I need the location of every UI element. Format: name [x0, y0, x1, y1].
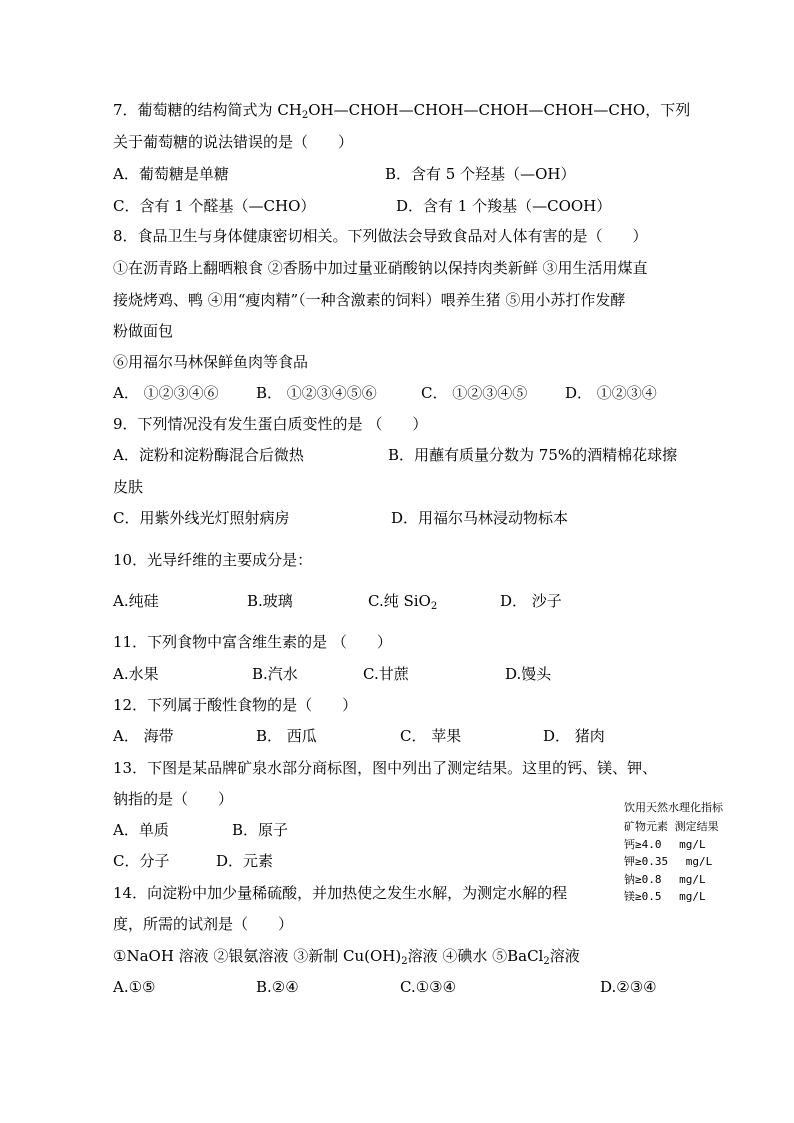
q14-option-d: D.②③④ — [600, 978, 657, 996]
q14-reagents-c: 溶液 — [549, 947, 580, 965]
label-row-potassium: 钾≥0.35 mg/L — [624, 855, 713, 868]
q7-stem — [113, 100, 690, 120]
q8-option-c: C． ①②③④⑤ — [421, 384, 528, 402]
q13-option-d: D．元素 — [216, 852, 274, 870]
q12-stem: 12．下列属于酸性食物的是（ ） — [113, 696, 358, 714]
q10-option-b: B.玻璃 — [247, 592, 293, 610]
q14-reagents-sub2: 2 — [543, 956, 550, 967]
q11-option-b: B.汽水 — [252, 665, 298, 683]
q9-option-a: A．淀粉和淀粉酶混合后微热 — [113, 446, 304, 464]
q13-option-a: A．单质 — [113, 821, 169, 839]
q14-reagents — [113, 946, 580, 966]
q14-stem2: 度，所需的试剂是（ ） — [113, 915, 294, 933]
q12-option-d: D． 猪肉 — [543, 727, 605, 745]
q8-line3: 粉做面包 — [113, 322, 174, 340]
q9-stem: 9．下列情况没有发生蛋白质变性的是 （ ） — [113, 415, 428, 433]
q7-option-c: C．含有 1 个醛基（—CHO） — [113, 197, 316, 215]
q11-option-d: D.馒头 — [505, 665, 552, 683]
q8-option-d: D． ①②③④ — [565, 384, 657, 402]
q7-option-a: A．葡萄糖是单糖 — [113, 165, 229, 183]
label-title: 饮用天然水理化指标 — [624, 801, 723, 814]
q7-stem-b: OH—CHOH—CHOH—CHOH—CHOH—CHO，下列 — [308, 101, 691, 119]
q11-stem: 11．下列食物中富含维生素的是 （ ） — [113, 633, 392, 651]
q10-option-c-text: C.纯 SiO — [368, 592, 431, 610]
q14-option-c: C.①③④ — [400, 978, 457, 996]
q14-reagents-a: ①NaOH 溶液 ②银氨溶液 ③新制 Cu(OH) — [113, 947, 402, 965]
q13-option-b: B．原子 — [232, 821, 289, 839]
q12-option-a: A． 海带 — [113, 727, 174, 745]
q7-stem-sub: 2 — [301, 110, 309, 121]
q13-stem: 13．下图是某品牌矿泉水部分商标图，图中列出了测定结果。这里的钙、镁、钾、 — [113, 759, 658, 777]
q7-option-d: D．含有 1 个羧基（—COOH） — [396, 197, 612, 215]
q10-option-c-sub: 2 — [430, 601, 438, 612]
q12-option-b: B． 西瓜 — [256, 727, 317, 745]
q7-stem2: 关于葡萄糖的说法错误的是（ ） — [113, 133, 354, 151]
q8-line4: ⑥用福尔马林保鲜鱼肉等食品 — [113, 353, 309, 371]
q14-stem: 14．向淀粉中加少量稀硫酸，并加热使之发生水解，为测定水解的程 — [113, 884, 568, 902]
q13-option-c: C．分子 — [113, 852, 170, 870]
q13-stem2: 钠指的是（ ） — [113, 790, 234, 808]
q7-option-b: B．含有 5 个羟基（—OH） — [385, 165, 576, 183]
q9-option-d: D．用福尔马林浸动物标本 — [391, 509, 569, 527]
label-row-sodium: 钠≥0.8 mg/L — [624, 873, 706, 886]
q14-reagents-b: 溶液 ④碘水 ⑤BaCl — [407, 947, 544, 965]
q8-stem: 8．食品卫生与身体健康密切相关。下列做法会导致食品对人体有害的是（ ） — [113, 227, 648, 245]
q8-option-a: A． ①②③④⑥ — [113, 384, 219, 402]
q8-line1: ①在沥青路上翻晒粮食 ②香肠中加过量亚硝酸钠以保持肉类新鲜 ③用生活用煤直 — [113, 259, 648, 277]
label-row-magnesium: 镁≥0.5 mg/L — [624, 890, 706, 903]
q14-option-b: B.②④ — [256, 978, 299, 996]
q10-option-c — [368, 591, 437, 611]
q10-stem: 10．光导纤维的主要成分是： — [113, 551, 313, 569]
q14-option-a: A.①⑤ — [113, 978, 156, 996]
q8-line2: 接烧烤鸡、鸭 ④用“瘦肉精”（一种含激素的饲料）喂养生猪 ⑤用小苏打作发酵 — [113, 291, 626, 309]
q14-reagents-sub1: 2 — [401, 956, 408, 967]
q11-option-a: A.水果 — [113, 665, 159, 683]
q10-option-d: D． 沙子 — [500, 592, 562, 610]
label-header: 矿物元素 测定结果 — [624, 820, 719, 833]
q10-option-a: A.纯硅 — [113, 592, 159, 610]
label-row-calcium: 钙≥4.0 mg/L — [624, 838, 706, 851]
q12-option-c: C． 苹果 — [400, 727, 462, 745]
q9-option-c: C．用紫外线光灯照射病房 — [113, 509, 290, 527]
q9-option-b-cont: 皮肤 — [113, 478, 144, 496]
q11-option-c: C.甘蔗 — [363, 665, 409, 683]
q8-option-b: B． ①②③④⑤⑥ — [256, 384, 377, 402]
q9-option-b: B．用蘸有质量分数为 75%的酒精棉花球擦 — [388, 446, 678, 464]
q7-stem-a: 7．葡萄糖的结构简式为 CH — [113, 101, 302, 119]
